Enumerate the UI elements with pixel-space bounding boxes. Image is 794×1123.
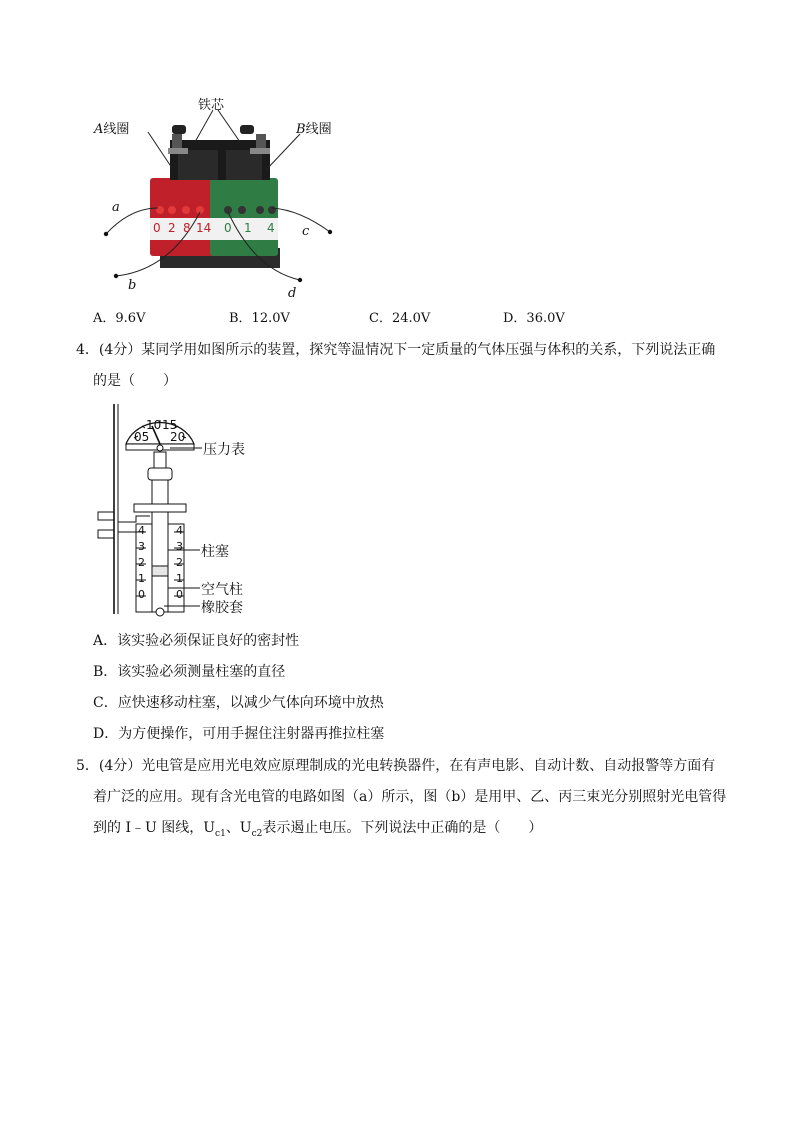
coil-b-letter: B [296,122,306,137]
q3-option-a: A．9.6V [93,311,146,326]
dial-15: 15 [162,418,178,432]
q4-option-c: C．应快速移动柱塞，以减少气体向环境中放热 [93,695,384,711]
green-scale-4: 4 [267,221,275,235]
q4-option-d: D．为方便操作，可用手握住注射器再推拉柱塞 [93,726,385,742]
terminal-a-label: a [112,200,120,215]
terminal-b-label: b [128,278,137,293]
transformer-figure [90,90,350,305]
core-label: 铁芯 [198,98,225,113]
dial-05: 05 [134,430,150,444]
terminal-d-label: d [288,286,297,301]
red-scale-0: 0 [153,221,161,235]
q4-option-a: A．该实验必须保证良好的密封性 [93,633,300,649]
q5-stem-line2: 着广泛的应用。现有含光电管的电路如图（a）所示，图（b）是用甲、乙、丙三束光分别照射光电管得 [93,789,727,805]
green-scale-0: 0 [224,221,232,235]
terminal-c-label: c [302,224,310,239]
dial-10: 10 [146,418,162,432]
q4-stem-line2: 的是（ ） [93,373,177,389]
plunger-label: 柱塞 [201,544,229,560]
q5-line3-sub2: c2 [251,828,263,839]
q5-line3-sub1: c1 [215,828,226,839]
q4-option-b: B．该实验必须测量柱塞的直径 [93,664,286,680]
gauge-label: 压力表 [203,442,245,458]
scale-right-4: 4 [176,524,183,537]
scale-right-0: 0 [176,588,183,601]
dial-20: 20 [170,430,186,444]
syringe-apparatus-figure [90,404,260,618]
scale-left-3: 3 [138,540,145,553]
q3-option-c: C．24.0V [369,311,431,326]
air-column-label: 空气柱 [201,582,243,598]
q3-option-b: B．12.0V [229,311,290,326]
q3-option-d: D．36.0V [503,311,565,326]
scale-left-1: 1 [138,572,145,585]
q5-stem-line1: 5．(4分）光电管是应用光电效应原理制成的光电转换器件，在有声电影、自动计数、自动报警等方面有 [76,758,716,774]
scale-left-2: 2 [138,556,145,569]
q5-stem-line3 [93,818,542,844]
green-scale-1: 1 [244,221,252,235]
scale-left-0: 0 [138,588,145,601]
red-scale-14: 14 [196,221,212,235]
coil-a-label [94,118,129,137]
scale-right-2: 2 [176,556,183,569]
coil-b-text: 线圈 [305,122,332,137]
red-scale-2: 2 [168,221,176,235]
scale-right-1: 1 [176,572,183,585]
q5-line3-part3: 表示遏止电压。下列说法中正确的是（ ） [262,820,543,836]
q4-stem-line1: 4．(4分）某同学用如图所示的装置，探究等温情况下一定质量的气体压强与体积的关系，下列说法正确 [76,342,716,358]
rubber-cap-label: 橡胶套 [201,600,243,616]
coil-a-text: 线圈 [103,122,130,137]
coil-b-label [296,118,332,137]
q5-line3-part1: 到的 I﹣U 图线，U [93,820,216,836]
scale-left-4: 4 [138,524,145,537]
scale-right-3: 3 [176,540,183,553]
q5-line3-part2: 、U [225,820,252,836]
red-scale-8: 8 [183,221,191,235]
coil-a-letter: A [94,122,104,137]
